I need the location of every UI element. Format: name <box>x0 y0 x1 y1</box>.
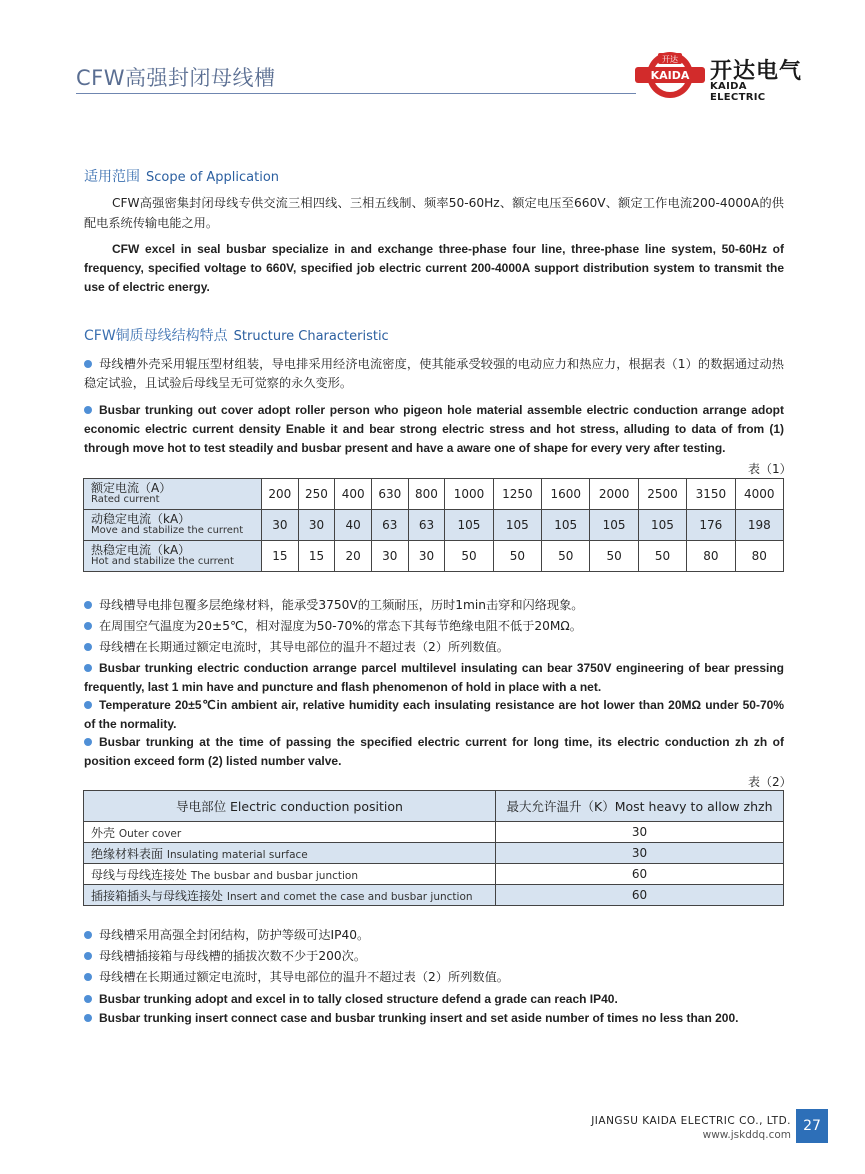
table-row <box>84 510 784 541</box>
structure-bullet-en-text: Busbar trunking out cover adopt roller person who pigeon hole material assemble electric conduction arrange adopt economic electric current density Enable it and bear strong electric stress and hot stress, alluding to data of from (1) through move hot to test steadily and busbar present and have a aware one of shape for every very after testing. <box>84 403 784 455</box>
row-label-en: Hot and stabilize the current <box>91 556 234 567</box>
table-cell: 50 <box>638 541 686 572</box>
table-cell: 1000 <box>445 479 493 510</box>
logo-badge-cn: 开达 <box>662 55 678 64</box>
row-label-cn: 额定电流（A） <box>91 481 172 495</box>
table2-head-temperature: 最大允许温升（K）Most heavy to allow zhzh <box>496 791 784 822</box>
table-cell: 60 <box>496 885 784 906</box>
resistance-bullet-cn-text: 在周围空气温度为20±5℃，相对湿度为50-70%的常态下其每节绝缘电阻不低于20MΩ。 <box>99 619 582 633</box>
table-cell: 30 <box>408 541 445 572</box>
bullet-dot-icon <box>84 1014 92 1022</box>
table-row <box>84 479 784 510</box>
table-row <box>84 885 784 906</box>
bullet-dot-icon <box>84 664 92 672</box>
table-cell: 15 <box>298 541 335 572</box>
table-cell: 4000 <box>735 479 783 510</box>
table-cell: 50 <box>493 541 541 572</box>
table-cell: 50 <box>542 541 590 572</box>
row-label-cn: 绝缘材料表面 <box>91 846 164 861</box>
enclosure-bullet-cn-text: 母线槽采用高强全封闭结构，防护等级可达IP40。 <box>99 928 370 942</box>
bullet-dot-icon <box>84 701 92 709</box>
logo-name-cn: 开达电气 <box>710 59 803 84</box>
table-row-label <box>84 864 496 885</box>
row-label-en: The busbar and busbar junction <box>190 869 359 882</box>
table-cell: 2000 <box>590 479 638 510</box>
temperature-bullet-cn-2-text: 母线槽在长期通过额定电流时，其导电部位的温升不超过表（2）所列数值。 <box>99 970 509 984</box>
table-cell: 80 <box>735 541 783 572</box>
bullet-dot-icon <box>84 738 92 746</box>
scope-heading-cn: 适用范围 <box>84 169 140 185</box>
table-cell: 60 <box>496 864 784 885</box>
row-label-cn: 插接箱插头与母线连接处 <box>91 888 224 903</box>
plug-bullet-cn <box>84 947 784 966</box>
insulation-bullet-en <box>84 659 784 697</box>
row-label-en: Insert and comet the case and busbar junction <box>226 890 473 903</box>
table-row <box>84 843 784 864</box>
table-cell: 176 <box>687 510 735 541</box>
row-label-en: Move and stabilize the current <box>91 525 244 536</box>
structure-bullet-en <box>84 401 784 458</box>
bullet-dot-icon <box>84 952 92 960</box>
bullet-dot-icon <box>84 406 92 414</box>
row-label-en: Rated current <box>91 494 160 505</box>
table-cell: 63 <box>371 510 408 541</box>
plug-bullet-en-text: Busbar trunking insert connect case and busbar trunking insert and set aside number of times no less than 200. <box>99 1011 739 1025</box>
bullet-dot-icon <box>84 622 92 630</box>
header-rule <box>76 93 636 94</box>
logo-badge-en: KAIDA <box>650 69 690 82</box>
row-label-cn: 母线与母线连接处 <box>91 867 188 882</box>
resistance-bullet-cn <box>84 617 784 636</box>
temperature-bullet-cn-text: 母线槽在长期通过额定电流时，其导电部位的温升不超过表（2）所列数值。 <box>99 640 509 654</box>
temperature-bullet-cn <box>84 638 784 657</box>
table-row-label <box>84 541 262 572</box>
table-row-label <box>84 822 496 843</box>
table-cell: 800 <box>408 479 445 510</box>
table-cell: 105 <box>493 510 541 541</box>
table-cell: 30 <box>496 822 784 843</box>
table-row-label <box>84 510 262 541</box>
table-cell: 105 <box>638 510 686 541</box>
row-label-en: Outer cover <box>118 827 182 840</box>
bullet-dot-icon <box>84 973 92 981</box>
footer-website: www.jskddq.com <box>702 1129 791 1141</box>
table-cell: 1600 <box>542 479 590 510</box>
bullet-dot-icon <box>84 643 92 651</box>
temperature-bullet-cn-2 <box>84 968 784 987</box>
insulation-bullet-en-text: Busbar trunking electric conduction arrange parcel multilevel insulating can bear 3750V engineering of bear pressing frequently, last 1 min have and puncture and flash phenomenon of hold in place with a net. <box>84 661 784 694</box>
row-label-cn: 外壳 <box>91 825 116 840</box>
structure-bullet-cn-text: 母线槽外壳采用辊压型材组装，导电排采用经济电流密度，使其能承受较强的电动应力和热应力，根据表（1）的数据通过动热稳定试验，且试验后母线呈无可觉察的永久变形。 <box>84 357 784 390</box>
table-cell: 50 <box>445 541 493 572</box>
table-cell: 105 <box>445 510 493 541</box>
table-cell: 1250 <box>493 479 541 510</box>
scope-heading-en: Scope of Application <box>146 170 280 185</box>
bullet-dot-icon <box>84 360 92 368</box>
resistance-bullet-en <box>84 696 784 734</box>
table-row-label <box>84 479 262 510</box>
table-cell: 2500 <box>638 479 686 510</box>
kaida-logo-icon <box>634 48 706 100</box>
table-cell: 40 <box>335 510 372 541</box>
temperature-bullet-en-text: Busbar trunking at the time of passing the specified electric current for long time, its electric conduction zh zh of position exceed form (2) listed number valve. <box>84 735 784 768</box>
table-cell: 630 <box>371 479 408 510</box>
resistance-bullet-en-text: Temperature 20±5℃in ambient air, relative humidity each insulating resistance are hot lower than 20MΩ under 50-70% of the normality. <box>84 698 784 731</box>
table-cell: 3150 <box>687 479 735 510</box>
row-label-cn: 热稳定电流（kA） <box>91 543 191 557</box>
bullet-dot-icon <box>84 995 92 1003</box>
table-cell: 50 <box>590 541 638 572</box>
structure-heading-cn: CFW铜质母线结构特点 <box>84 328 228 344</box>
table-cell: 30 <box>298 510 335 541</box>
table-cell: 63 <box>408 510 445 541</box>
table-cell: 200 <box>262 479 299 510</box>
table-cell: 80 <box>687 541 735 572</box>
table-cell: 30 <box>262 510 299 541</box>
scope-paragraph-en: CFW excel in seal busbar specialize in and exchange three-phase four line, three-phase line system, 50-60Hz of frequency, specified voltage to 660V, specified job electric current 200-4000A support distribution system to transmit the use of electric energy. <box>84 242 784 294</box>
company-logo <box>634 48 804 103</box>
table-row-label <box>84 843 496 864</box>
table1-caption: 表（1） <box>748 462 792 476</box>
structure-heading-en: Structure Characteristic <box>233 329 389 344</box>
scope-heading <box>84 166 279 186</box>
table-row-label <box>84 885 496 906</box>
logo-name-en: KAIDA ELECTRIC <box>710 81 766 103</box>
page-number: 27 <box>796 1109 828 1143</box>
table-cell: 105 <box>542 510 590 541</box>
table-cell: 30 <box>371 541 408 572</box>
table-cell: 198 <box>735 510 783 541</box>
page-title: CFW高强封闭母线槽 <box>76 66 276 90</box>
temperature-bullet-en <box>84 733 784 771</box>
table-row <box>84 864 784 885</box>
bullet-dot-icon <box>84 601 92 609</box>
insulation-bullet-cn <box>84 596 784 615</box>
table-cell: 400 <box>335 479 372 510</box>
table-cell: 250 <box>298 479 335 510</box>
structure-bullet-cn <box>84 355 784 393</box>
plug-bullet-cn-text: 母线槽插接箱与母线槽的插拔次数不少于200次。 <box>99 949 367 963</box>
table-cell: 20 <box>335 541 372 572</box>
rated-current-table <box>83 478 784 572</box>
structure-heading <box>84 325 389 345</box>
enclosure-bullet-en <box>84 990 784 1009</box>
table-row <box>84 822 784 843</box>
row-label-en: Insulating material surface <box>166 848 308 861</box>
table2-caption: 表（2） <box>748 775 792 789</box>
temperature-rise-table <box>83 790 784 906</box>
insulation-bullet-cn-text: 母线槽导电排包覆多层绝缘材料，能承受3750V的工频耐压，历时1min击穿和闪络现象。 <box>99 598 584 612</box>
table-cell: 30 <box>496 843 784 864</box>
table-header-row <box>84 791 784 822</box>
table-row <box>84 541 784 572</box>
footer-company: JIANGSU KAIDA ELECTRIC CO., LTD. <box>591 1115 791 1127</box>
table-cell: 105 <box>590 510 638 541</box>
row-label-cn: 动稳定电流（kA） <box>91 512 191 526</box>
bullet-dot-icon <box>84 931 92 939</box>
scope-paragraph-cn: CFW高强密集封闭母线专供交流三相四线、三相五线制、频率50-60Hz、额定电压至660V、额定工作电流200-4000A的供配电系统传输电能之用。 <box>84 196 784 230</box>
plug-bullet-en <box>84 1009 784 1028</box>
table-cell: 15 <box>262 541 299 572</box>
enclosure-bullet-en-text: Busbar trunking adopt and excel in to tally closed structure defend a grade can reach IP40. <box>99 992 618 1006</box>
table2-head-position: 导电部位 Electric conduction position <box>84 791 496 822</box>
enclosure-bullet-cn <box>84 926 784 945</box>
